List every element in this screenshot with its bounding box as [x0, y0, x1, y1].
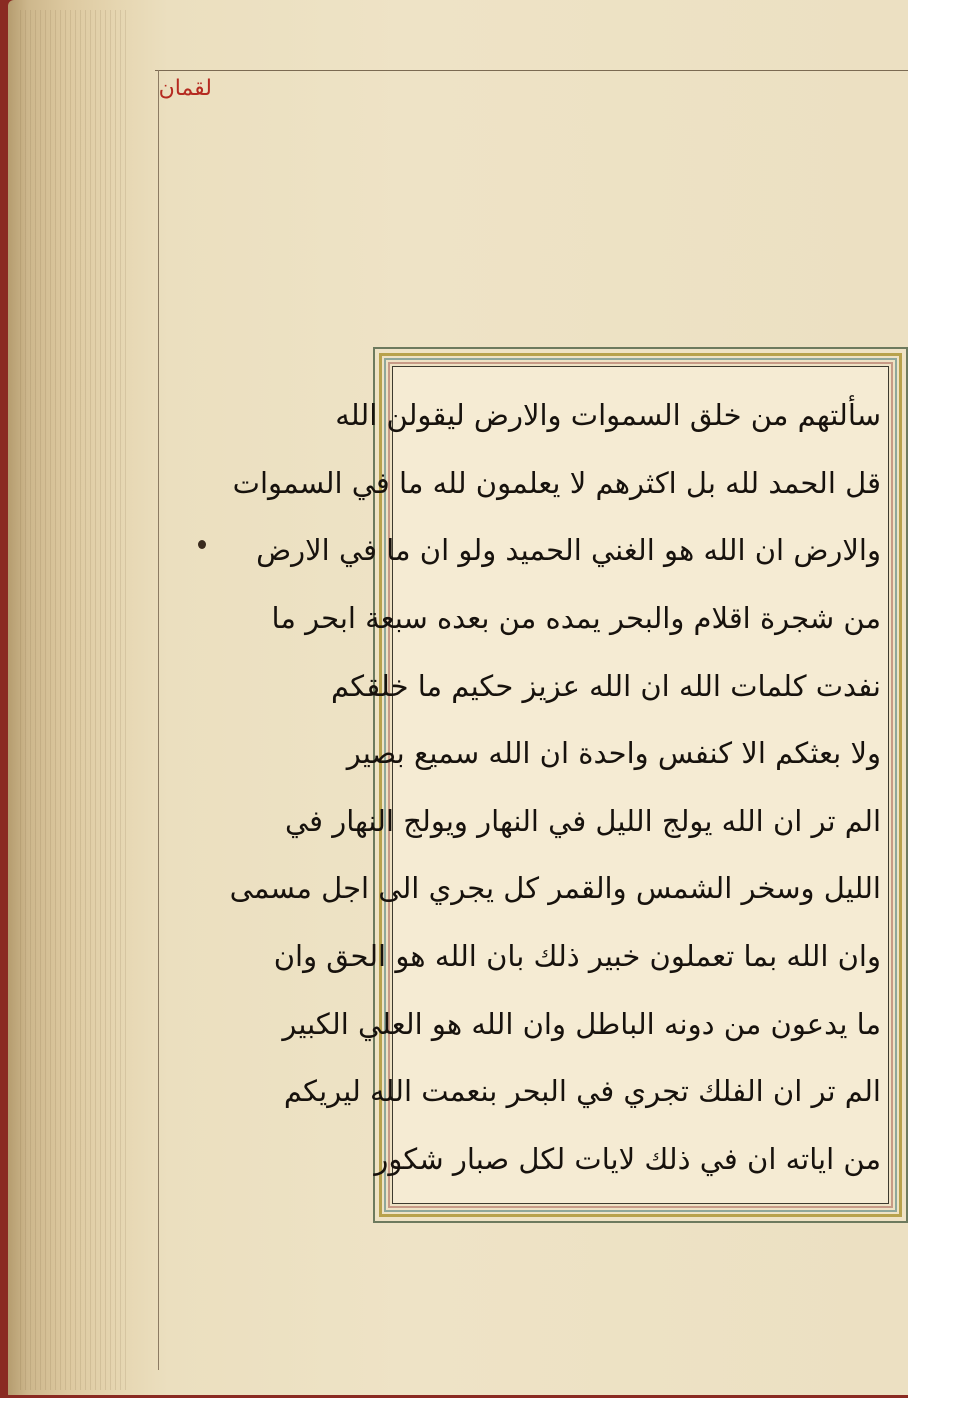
margin-rule-top — [155, 70, 908, 71]
text-line-8: الليل وسخر الشمس والقمر كل يجري الى اجل مسمى — [229, 871, 881, 906]
text-line-2: قل الحمد لله بل اكثرهم لا يعلمون لله ما في السموات — [232, 465, 881, 500]
text-line-11: الم تر ان الفلك تجري في البحر بنعمت الله ليريكم — [283, 1074, 881, 1109]
page-stack-edge — [20, 10, 130, 1390]
text-line-6: ولا بعثكم الا كنفس واحدة ان الله سميع بصير — [346, 736, 881, 771]
surah-header: لقمان — [158, 76, 212, 101]
text-line-1: سألتهم من خلق السموات والارض ليقولن الله — [335, 398, 881, 432]
text-line-7: الم تر ان الله يولج الليل في النهار ويولج النهار في — [284, 803, 881, 838]
ink-dot — [198, 540, 206, 549]
text-block — [229, 371, 887, 1199]
text-line-4: من شجرة اقلام والبحر يمده من بعده سبعة ابحر ما — [271, 600, 881, 635]
text-line-3: والارض ان الله هو الغني الحميد ولو ان ما في الارض — [256, 533, 881, 568]
text-line-9: وان الله بما تعملون خبير ذلك بان الله هو الحق وان — [273, 939, 881, 973]
text-line-10: ما يدعون من دونه الباطل وان الله هو العلي الكبير — [282, 1006, 881, 1041]
text-frame — [229, 347, 908, 1223]
text-line-5: نفدت كلمات الله ان الله عزيز حكيم ما خلقكم — [330, 668, 881, 703]
text-line-12: من اياته ان في ذلك لايات لكل صبار شكور — [374, 1141, 881, 1176]
margin-rule-left — [158, 70, 159, 1370]
